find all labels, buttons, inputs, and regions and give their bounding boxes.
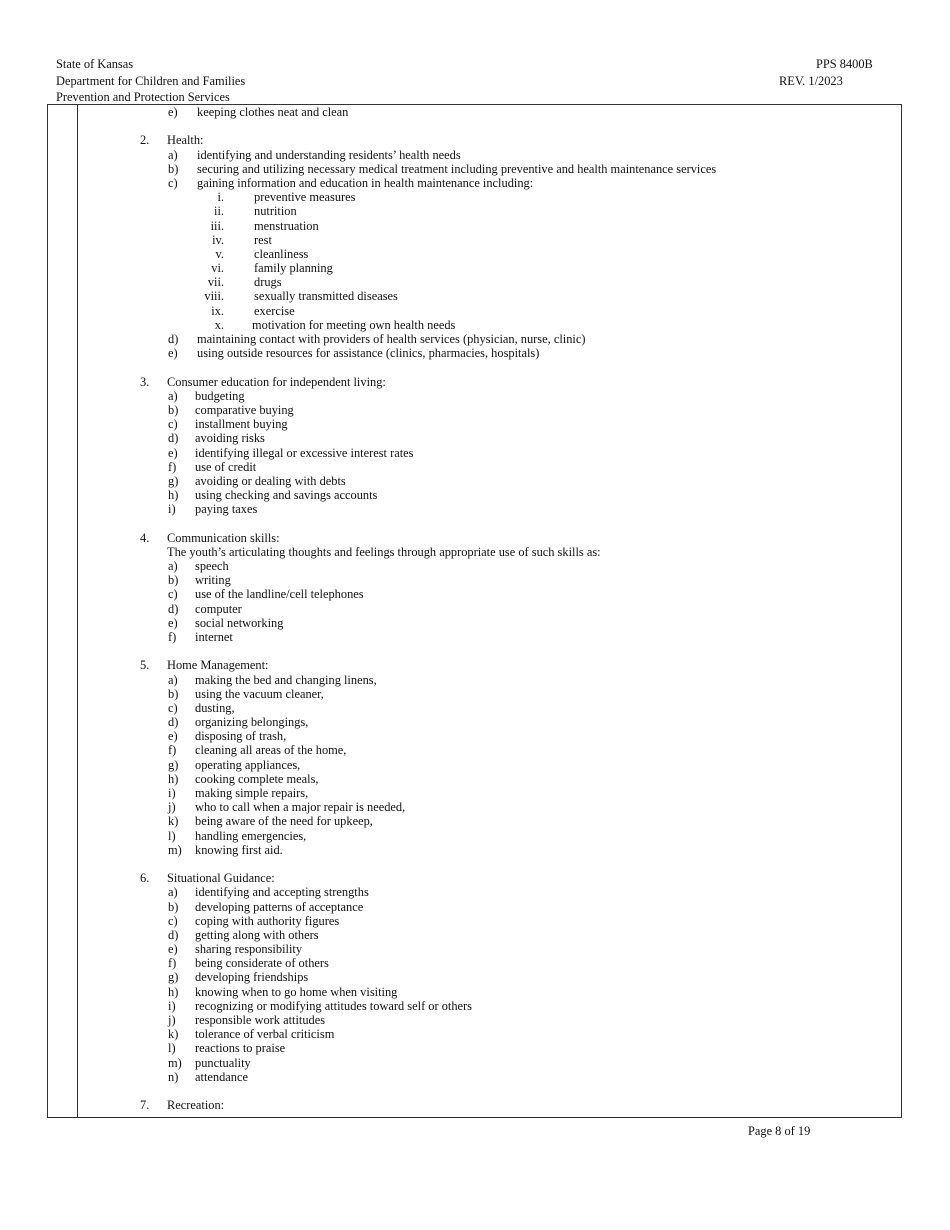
item-text: punctuality <box>195 1055 251 1070</box>
item-label: b) <box>168 686 179 701</box>
item-text: making simple repairs, <box>195 786 309 800</box>
list-item <box>140 1056 880 1070</box>
section-title: Health: <box>167 133 204 148</box>
list-item <box>140 1027 880 1041</box>
item-label: c) <box>168 700 178 715</box>
list-item <box>140 900 880 914</box>
section-heading <box>140 658 880 672</box>
item-text: knowing when to go home when visiting <box>195 984 398 999</box>
list-item <box>140 956 880 970</box>
sub-item-label: ix. <box>211 303 224 318</box>
item-label: i) <box>168 786 176 800</box>
item-label: d) <box>168 332 179 346</box>
item-label: g) <box>168 473 179 488</box>
sub-item-label: vii. <box>207 275 224 290</box>
item-label: a) <box>168 672 178 687</box>
list-item <box>140 587 880 601</box>
list-item <box>140 999 880 1013</box>
item-label: j) <box>168 1013 176 1027</box>
list-item <box>140 800 880 814</box>
section-number: 2. <box>140 133 150 148</box>
section-number: 7. <box>140 1098 150 1113</box>
sub-item-label: ii. <box>214 204 224 219</box>
list-item <box>140 772 880 786</box>
item-label: a) <box>168 559 178 573</box>
sub-item-text: sexually transmitted diseases <box>254 289 398 304</box>
list-item <box>140 417 880 431</box>
header-department: Department for Children and Families <box>56 73 246 88</box>
sub-item-text: nutrition <box>254 204 297 219</box>
sub-item-label: v. <box>215 246 224 261</box>
item-text: social networking <box>195 615 284 630</box>
item-text: installment buying <box>195 417 288 432</box>
sub-list-item <box>140 261 880 275</box>
item-label: k) <box>168 1027 179 1042</box>
item-text: sharing responsibility <box>195 942 303 957</box>
list-item <box>140 928 880 942</box>
item-text: using the vacuum cleaner, <box>195 686 324 701</box>
item-label: g) <box>168 970 179 985</box>
section-title: Home Management: <box>167 658 269 673</box>
sub-item-label: vi. <box>211 261 224 276</box>
list-item <box>140 1070 880 1084</box>
list-item <box>140 346 880 360</box>
section-title: Consumer education for independent living: <box>167 374 386 389</box>
list-item <box>140 970 880 984</box>
header-right <box>779 56 873 89</box>
list-item <box>140 758 880 772</box>
item-label: b) <box>168 573 179 588</box>
list-item <box>140 885 880 899</box>
section-number: 4. <box>140 530 150 545</box>
list-item <box>140 786 880 800</box>
item-label: b) <box>168 402 179 417</box>
item-text: internet <box>195 629 233 644</box>
list-item <box>140 843 880 857</box>
sub-list-item <box>140 289 880 303</box>
item-text: comparative buying <box>195 402 294 417</box>
section-number: 3. <box>140 374 150 389</box>
item-text: identifying and understanding residents’ health needs <box>197 147 461 162</box>
item-text: paying taxes <box>195 502 258 517</box>
item-text: securing and utilizing necessary medical treatment including preventive and health maintenance services <box>197 161 717 176</box>
list-item <box>140 474 880 488</box>
item-text: making the bed and changing linens, <box>195 672 377 687</box>
item-label: e) <box>168 615 178 630</box>
item-label: a) <box>168 388 178 403</box>
sub-item-text: motivation for meeting own health needs <box>252 317 456 332</box>
item-label: k) <box>168 814 179 829</box>
sub-list-item <box>140 190 880 204</box>
item-text: identifying illegal or excessive interest rates <box>195 445 414 460</box>
item-text: using checking and savings accounts <box>195 488 378 503</box>
section-intro <box>140 545 880 559</box>
item-text: computer <box>195 601 242 616</box>
list-item <box>140 1013 880 1027</box>
list-item <box>140 729 880 743</box>
item-text: responsible work attitudes <box>195 1013 326 1027</box>
section-number: 6. <box>140 871 150 886</box>
sub-list-item <box>140 219 880 233</box>
item-label: d) <box>168 715 179 730</box>
item-label: f) <box>168 956 177 971</box>
sub-item-label: iii. <box>210 218 224 233</box>
sub-item-text: cleanliness <box>254 246 309 261</box>
sub-item-text: preventive measures <box>254 190 356 205</box>
item-text: reactions to praise <box>195 1041 286 1056</box>
item-text: identifying and accepting strengths <box>195 885 369 900</box>
item-text: being considerate of others <box>195 956 329 971</box>
sub-item-label: viii. <box>204 289 224 304</box>
item-label: f) <box>168 743 177 758</box>
list-item <box>140 403 880 417</box>
list-item <box>140 602 880 616</box>
list-item <box>140 829 880 843</box>
item-text: use of credit <box>195 459 257 474</box>
list-item <box>140 559 880 573</box>
list-item <box>140 630 880 644</box>
section-title: Recreation: <box>167 1098 225 1113</box>
item-text: budgeting <box>195 388 245 403</box>
item-label: g) <box>168 757 179 772</box>
item-label: m) <box>168 1055 182 1070</box>
document-body <box>140 105 880 1112</box>
item-text: keeping clothes neat and clean <box>197 105 349 119</box>
header-left <box>56 56 245 106</box>
item-label: e) <box>168 942 178 957</box>
item-text: using outside resources for assistance (clinics, pharmacies, hospitals) <box>197 346 540 361</box>
section-number: 5. <box>140 658 150 673</box>
list-item <box>140 942 880 956</box>
item-text: gaining information and education in health maintenance including: <box>197 175 534 190</box>
section-spacer <box>140 119 880 133</box>
header-division: Prevention and Protection Services <box>56 90 230 104</box>
item-text: avoiding risks <box>195 431 265 446</box>
item-label: h) <box>168 488 179 503</box>
section-spacer <box>140 857 880 871</box>
section-title: Communication skills: <box>167 530 280 545</box>
list-item <box>140 176 880 190</box>
list-item <box>140 460 880 474</box>
item-label: b) <box>168 161 179 176</box>
item-label: i) <box>168 998 176 1013</box>
item-text: disposing of trash, <box>195 729 287 744</box>
section-intro-text: The youth’s articulating thoughts and feelings through appropriate use of such skills as: <box>167 544 601 559</box>
sub-item-text: exercise <box>254 303 295 318</box>
list-item <box>140 985 880 999</box>
item-text: speech <box>195 559 229 573</box>
item-text: organizing belongings, <box>195 715 309 730</box>
item-text: attendance <box>195 1069 248 1084</box>
item-label: e) <box>168 445 178 460</box>
item-label: c) <box>168 587 178 602</box>
sub-list-item <box>140 304 880 318</box>
item-label: f) <box>168 459 177 474</box>
item-text: knowing first aid. <box>195 842 283 857</box>
item-label: d) <box>168 431 179 446</box>
list-item <box>140 148 880 162</box>
item-text: developing patterns of acceptance <box>195 899 364 914</box>
section-heading <box>140 1098 880 1112</box>
section-title: Situational Guidance: <box>167 871 275 886</box>
item-text: tolerance of verbal criticism <box>195 1027 335 1042</box>
list-item <box>140 105 880 119</box>
section-heading <box>140 133 880 147</box>
item-text: cooking complete meals, <box>195 771 319 786</box>
list-item <box>140 687 880 701</box>
item-label: l) <box>168 1041 176 1056</box>
item-text: developing friendships <box>195 970 309 985</box>
item-label: h) <box>168 771 179 786</box>
header-agency: State of Kansas <box>56 57 134 71</box>
item-label: e) <box>168 105 178 119</box>
item-text: being aware of the need for upkeep, <box>195 814 373 829</box>
section-heading <box>140 531 880 545</box>
list-item <box>140 715 880 729</box>
section-spacer <box>140 360 880 374</box>
list-item <box>140 701 880 715</box>
item-label: c) <box>168 913 178 928</box>
item-label: l) <box>168 828 176 843</box>
list-item <box>140 1041 880 1055</box>
item-text: cleaning all areas of the home, <box>195 743 347 758</box>
sub-item-label: i. <box>217 190 224 205</box>
list-item <box>140 914 880 928</box>
item-text: who to call when a major repair is needed, <box>195 800 406 815</box>
item-label: c) <box>168 417 178 432</box>
item-label: d) <box>168 927 179 942</box>
header-doc-number: PPS 8400B <box>816 57 873 71</box>
section-heading <box>140 871 880 885</box>
item-label: j) <box>168 800 176 815</box>
item-label: c) <box>168 175 178 190</box>
section-spacer <box>140 1084 880 1098</box>
list-item <box>140 431 880 445</box>
sub-item-text: menstruation <box>254 218 319 233</box>
section-heading <box>140 375 880 389</box>
page-number: Page 8 of 19 <box>748 1124 811 1138</box>
list-item <box>140 488 880 502</box>
item-label: a) <box>168 885 178 900</box>
list-item <box>140 616 880 630</box>
sub-list-item <box>140 204 880 218</box>
item-label: h) <box>168 984 179 999</box>
item-label: n) <box>168 1069 179 1084</box>
list-item <box>140 814 880 828</box>
list-item <box>140 162 880 176</box>
item-text: operating appliances, <box>195 757 301 772</box>
sub-list-item <box>140 233 880 247</box>
section-spacer <box>140 644 880 658</box>
list-item <box>140 332 880 346</box>
sub-item-label: x. <box>214 317 224 332</box>
sub-item-label: iv. <box>212 232 224 247</box>
item-label: a) <box>168 147 178 162</box>
sub-item-text: drugs <box>254 275 282 290</box>
item-label: e) <box>168 729 178 744</box>
item-label: e) <box>168 346 178 361</box>
list-item <box>140 446 880 460</box>
sub-list-item <box>140 275 880 289</box>
item-text: avoiding or dealing with debts <box>195 473 346 488</box>
item-text: handling emergencies, <box>195 828 307 843</box>
item-label: d) <box>168 601 179 616</box>
item-label: i) <box>168 502 176 517</box>
item-text: use of the landline/cell telephones <box>195 587 364 602</box>
list-item <box>140 673 880 687</box>
list-item <box>140 573 880 587</box>
item-label: m) <box>168 842 182 857</box>
sub-item-text: family planning <box>254 261 333 276</box>
header-revision: REV. 1/2023 <box>779 73 843 88</box>
item-label: f) <box>168 629 177 644</box>
list-item <box>140 389 880 403</box>
item-text: coping with authority figures <box>195 913 340 928</box>
list-item <box>140 502 880 516</box>
margin-rule <box>77 104 78 1118</box>
list-item <box>140 743 880 757</box>
item-text: maintaining contact with providers of health services (physician, nurse, clinic) <box>197 332 586 346</box>
item-text: getting along with others <box>195 927 319 942</box>
item-text: recognizing or modifying attitudes toward self or others <box>195 998 472 1013</box>
sub-list-item <box>140 247 880 261</box>
sub-item-text: rest <box>254 232 272 247</box>
item-text: writing <box>195 573 231 588</box>
section-spacer <box>140 516 880 530</box>
item-text: dusting, <box>195 700 235 715</box>
sub-list-item <box>140 318 880 332</box>
item-label: b) <box>168 899 179 914</box>
